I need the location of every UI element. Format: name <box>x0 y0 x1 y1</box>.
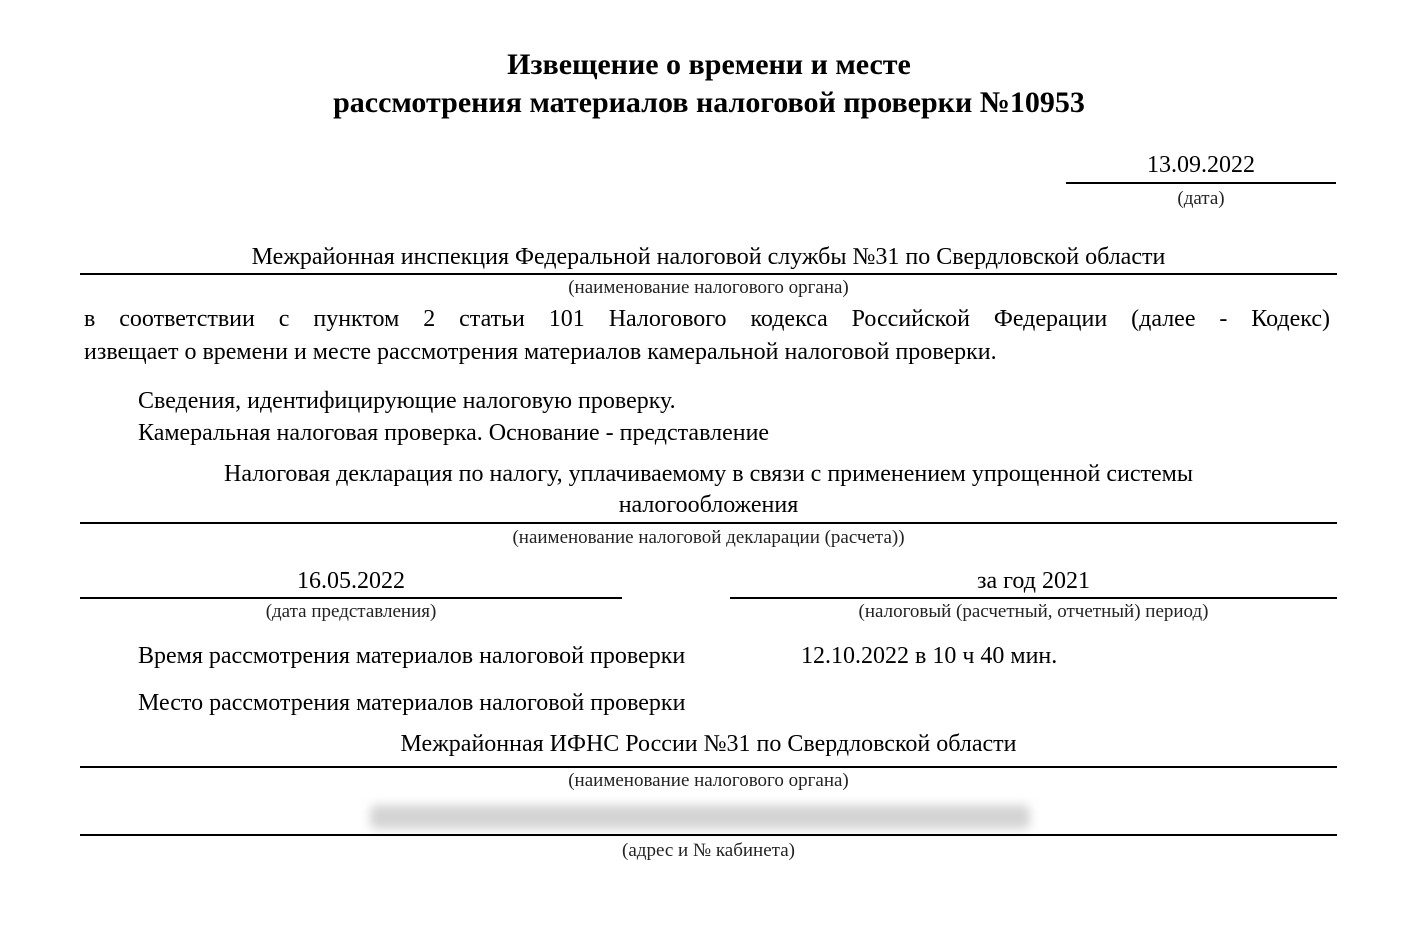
date-underline <box>1066 182 1336 184</box>
authority-caption: (наименование налогового органа) <box>568 277 849 298</box>
audit-basis: Камеральная налоговая проверка. Основание - представление <box>138 420 770 446</box>
declaration-caption: (наименование налоговой декларации (расчета)) <box>512 527 905 548</box>
authority-underline <box>80 273 1337 275</box>
audit-info-heading: Сведения, идентифицирующие налоговую проверку. <box>138 388 676 414</box>
review-time-value: 12.10.2022 в 10 ч 40 мин. <box>801 643 1058 669</box>
declaration-name-line-2: налогообложения <box>618 492 799 518</box>
intro-line-2: извещает о времени и месте рассмотрения материалов камеральной налоговой проверки. <box>84 339 997 365</box>
review-place-value: Межрайонная ИФНС России №31 по Свердловской области <box>400 731 1017 757</box>
address-caption: (адрес и № кабинета) <box>622 840 795 861</box>
date-caption: (дата) <box>1177 188 1225 209</box>
address-redacted <box>370 805 1030 829</box>
intro-line-1: в соответствии с пунктом 2 статьи 101 Налогового кодекса Российской Федерации (далее - Кодекс) <box>84 306 1330 332</box>
tax-period-caption: (налоговый (расчетный, отчетный) период) <box>858 601 1209 622</box>
address-underline <box>80 834 1337 836</box>
review-time-label: Время рассмотрения материалов налоговой проверки <box>138 643 686 669</box>
tax-period-underline <box>730 597 1337 599</box>
declaration-name-line-1: Налоговая декларация по налогу, уплачиваемому в связи с применением упрощенной системы <box>224 461 1193 487</box>
document-title-line-2: рассмотрения материалов налоговой проверки №10953 <box>333 86 1085 119</box>
tax-period: за год 2021 <box>977 568 1090 594</box>
submission-date-caption: (дата представления) <box>265 601 437 622</box>
place-caption: (наименование налогового органа) <box>568 770 849 791</box>
review-place-label: Место рассмотрения материалов налоговой проверки <box>138 690 686 716</box>
notice-date: 13.09.2022 <box>1147 152 1255 178</box>
submission-date: 16.05.2022 <box>297 568 405 594</box>
declaration-underline <box>80 522 1337 524</box>
tax-authority-name: Межрайонная инспекция Федеральной налоговой службы №31 по Свердловской области <box>251 244 1166 270</box>
place-underline <box>80 766 1337 768</box>
submission-date-underline <box>80 597 622 599</box>
document-title-line-1: Извещение о времени и месте <box>507 48 911 81</box>
